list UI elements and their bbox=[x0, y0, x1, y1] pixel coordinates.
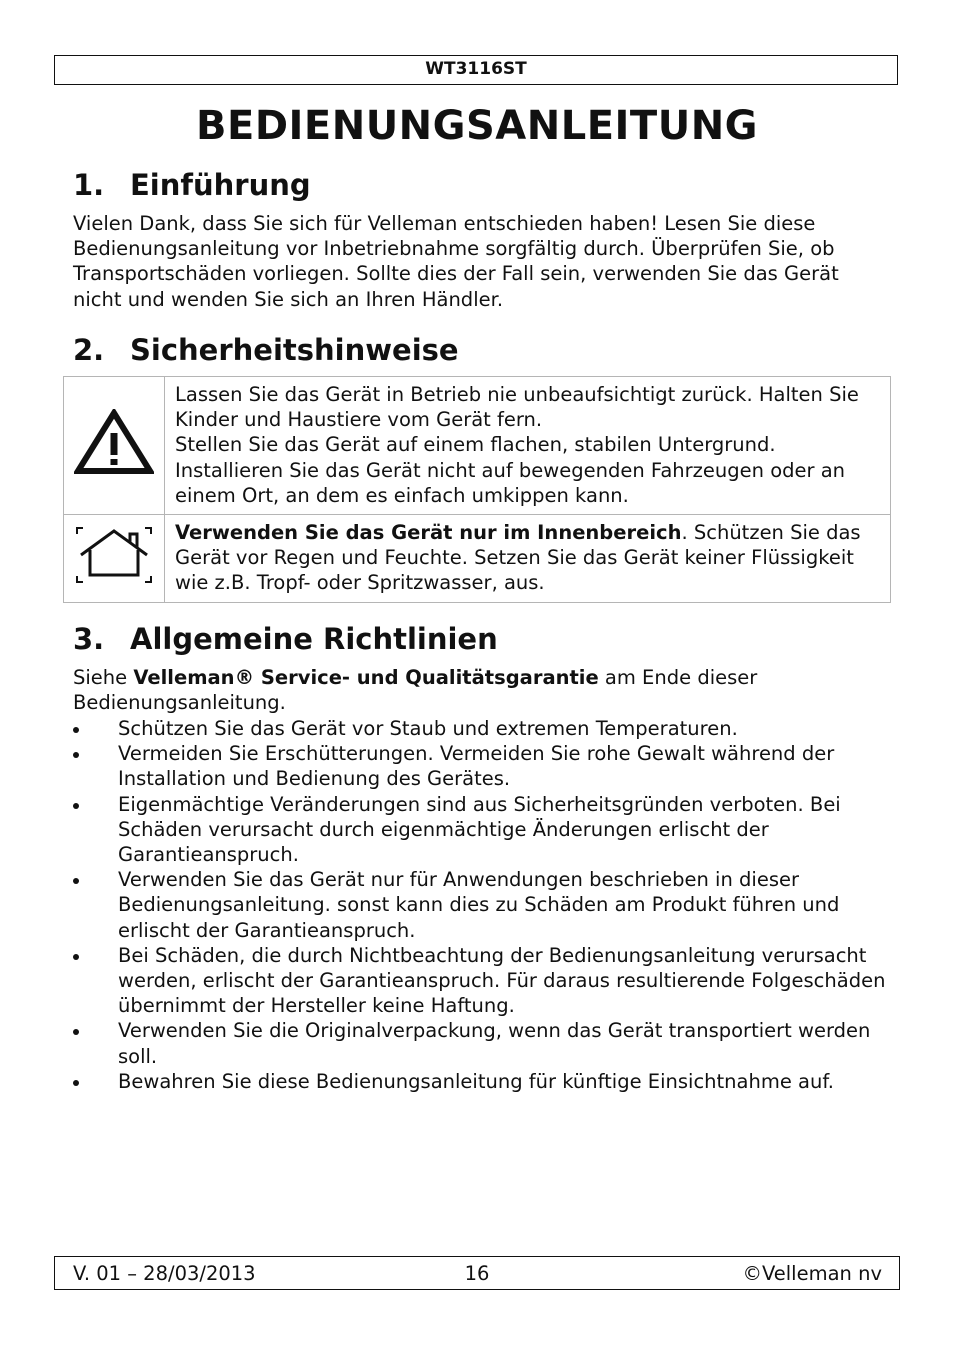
bullet-icon bbox=[73, 878, 79, 884]
warning-triangle-icon bbox=[74, 409, 154, 475]
bullet-icon bbox=[73, 1029, 79, 1035]
bullet-icon bbox=[73, 954, 79, 960]
section-heading-safety bbox=[73, 331, 459, 369]
list-item bbox=[73, 1018, 893, 1068]
bullet-icon bbox=[73, 727, 79, 733]
icon-cell bbox=[64, 377, 165, 515]
version-date: V. 01 – 28/03/2013 bbox=[73, 1262, 256, 1285]
list-item bbox=[73, 792, 893, 868]
list-item-text: Vermeiden Sie Erschütterungen. Vermeiden Sie rohe Gewalt während der Installation und Bedienung des Gerätes. bbox=[118, 742, 835, 791]
section-number: 3. bbox=[73, 622, 105, 656]
page-footer bbox=[54, 1256, 900, 1290]
header-model-box bbox=[54, 55, 898, 85]
safety-text-placement: Stellen Sie das Gerät auf einem flachen, stabilen Untergrund. Installieren Sie das Gerät nicht auf bewegenden Fahrzeugen oder an einem Ort, an dem es einfach umkippen kann. bbox=[175, 433, 846, 507]
list-item bbox=[73, 943, 893, 1019]
list-item-text: Verwenden Sie das Gerät nur für Anwendungen beschrieben in dieser Bedienungsanleitung. sonst kann dies zu Schäden am Produkt führen und erlischt der Garantieanspruch. bbox=[118, 868, 840, 942]
section-title: Allgemeine Richtlinien bbox=[130, 622, 498, 656]
list-item-text: Verwenden Sie die Originalverpackung, wenn das Gerät transportiert werden soll. bbox=[118, 1019, 871, 1068]
page-number: 16 bbox=[464, 1262, 490, 1285]
list-item-text: Schützen Sie das Gerät vor Staub und extremen Temperaturen. bbox=[118, 717, 738, 740]
safety-text-supervision: Lassen Sie das Gerät in Betrieb nie unbeaufsichtigt zurück. Halten Sie Kinder und Haustiere vom Gerät fern. bbox=[175, 383, 859, 432]
safety-table bbox=[63, 376, 891, 603]
guidelines-intro bbox=[73, 665, 893, 715]
safety-row-warning bbox=[64, 377, 891, 515]
intro-post: am Ende dieser Bedienungsanleitung. bbox=[73, 666, 758, 715]
section-number: 2. bbox=[73, 333, 105, 367]
list-item-text: Bei Schäden, die durch Nichtbeachtung der Bedienungsanleitung verursacht werden, erlischt der Garantieanspruch. Für daraus resultierende Folgeschäden übernimmt der Hersteller keine Haftung. bbox=[118, 943, 886, 1018]
safety-row-indoor bbox=[64, 515, 891, 603]
document-title: BEDIENUNGSANLEITUNG bbox=[196, 103, 758, 149]
section-heading-guidelines bbox=[73, 620, 498, 658]
section-title: Einführung bbox=[130, 168, 311, 202]
section-heading-introduction bbox=[73, 166, 311, 204]
text-cell bbox=[165, 515, 891, 603]
text-cell bbox=[165, 377, 891, 515]
section-number: 1. bbox=[73, 168, 105, 202]
list-item bbox=[73, 1069, 893, 1094]
guidelines-list bbox=[73, 716, 893, 1094]
indoor-house-icon bbox=[74, 525, 154, 585]
section-title: Sicherheitshinweise bbox=[130, 333, 459, 367]
intro-pre: Siehe bbox=[73, 666, 134, 689]
warranty-reference: Velleman® Service- und Qualitätsgarantie bbox=[133, 666, 599, 689]
indoor-use-emphasis: Verwenden Sie das Gerät nur im Innenbereich bbox=[175, 521, 682, 545]
introduction-paragraph: Vielen Dank, dass Sie sich für Velleman entschieden haben! Lesen Sie diese Bedienungsanleitung vor Inbetriebnahme sorgfältig durch. Überprüfen Sie, ob Transportschäden vorliegen. Sollte dies der Fall sein, verwenden Sie das Gerät nicht und wenden Sie sich an Ihren Händler. bbox=[73, 212, 839, 311]
safety-text-moisture: . Schützen Sie das Gerät vor Regen und Feuchte. Setzen Sie das Gerät keiner Flüssigkeit wie z.B. Tropf- oder Spritzwasser, aus. bbox=[175, 521, 861, 595]
bullet-icon bbox=[73, 752, 79, 758]
list-item bbox=[73, 867, 893, 943]
model-number: WT3116ST bbox=[425, 59, 527, 79]
icon-cell bbox=[64, 515, 165, 603]
list-item bbox=[73, 716, 893, 741]
list-item-text: Bewahren Sie diese Bedienungsanleitung für künftige Einsichtnahme auf. bbox=[118, 1069, 834, 1093]
bullet-icon bbox=[73, 803, 79, 809]
list-item bbox=[73, 741, 893, 791]
copyright: ©Velleman nv bbox=[742, 1262, 882, 1285]
bullet-icon bbox=[73, 1080, 79, 1086]
list-item-text: Eigenmächtige Veränderungen sind aus Sicherheitsgründen verboten. Bei Schäden verursacht durch eigenmächtige Änderungen erlischt der Garantieanspruch. bbox=[118, 792, 841, 867]
